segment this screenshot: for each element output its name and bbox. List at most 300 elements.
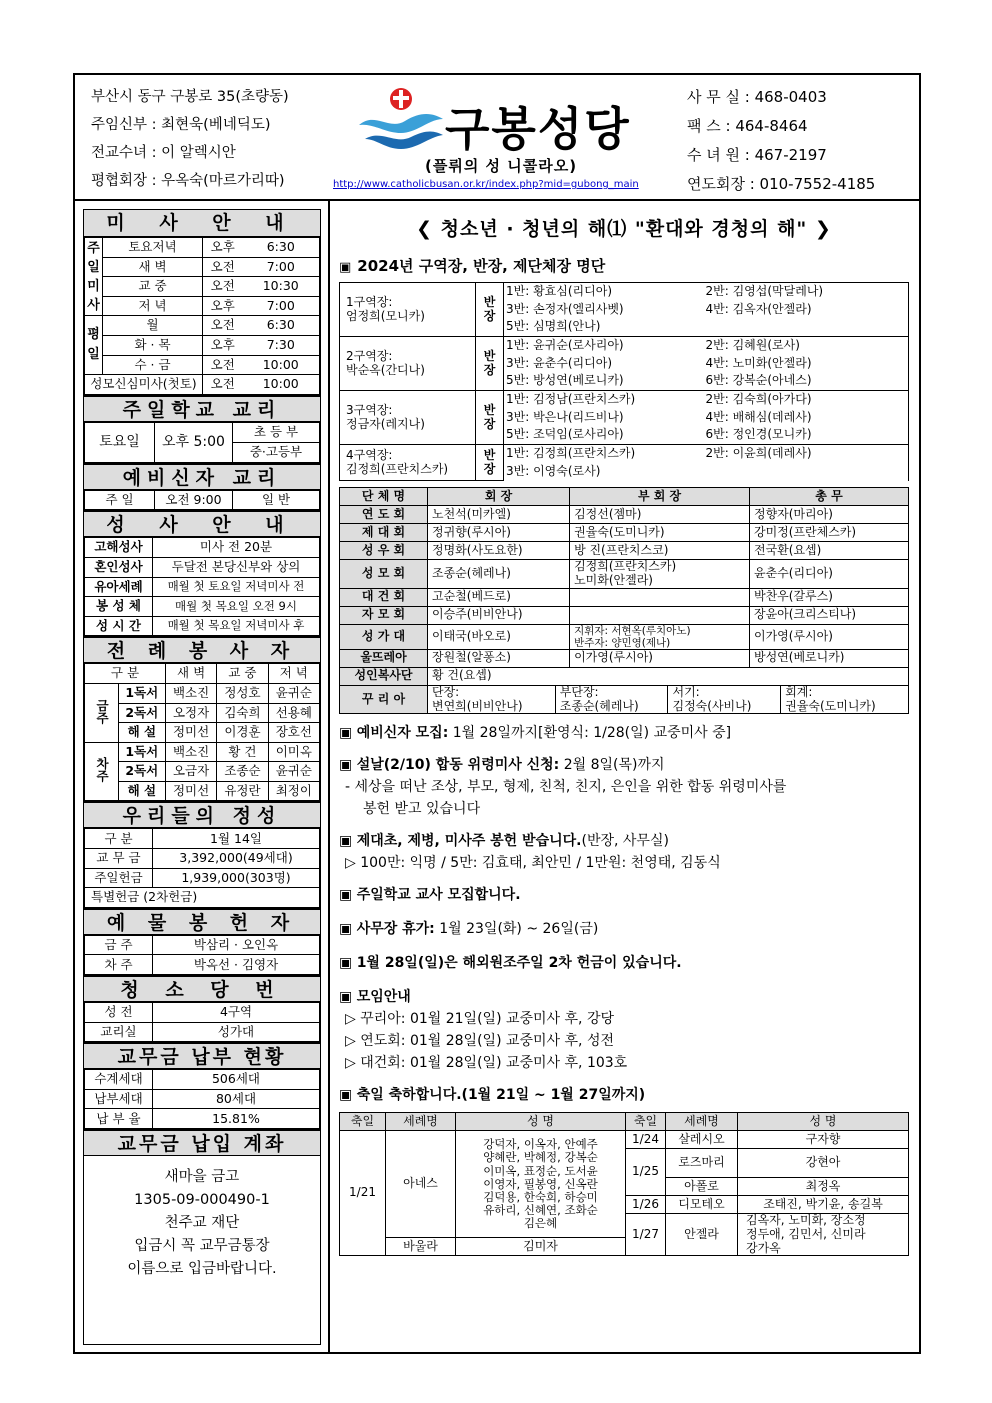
group-row [340,667,909,685]
groups-head: 부 회 장 [570,488,750,506]
kkuria-officer: 서기: 김정숙(사비나) [668,686,781,714]
group-officer: 황 건(요셉) [428,667,909,685]
offering-label: 주일헌금 [85,868,153,888]
groups-table [339,487,909,714]
feast-saint: 살레시오 [666,1131,738,1149]
school-group: 중·고등부 [233,442,320,462]
feast-names: 최정옥 [738,1178,909,1196]
mass-ampm: 오전 [203,257,243,277]
ban-leader: 2반: 김영섭(막달레나) [704,283,909,301]
group-row [340,506,909,524]
catechumen-day: 주 일 [85,490,155,510]
account-info [84,1156,320,1281]
ban-leader: 5반: 조덕임(로사리아) [506,427,624,442]
sunday-school-title: 주일학교 교리 [84,395,320,422]
groups-head-row [340,488,909,506]
sacrament-info: 두달전 본당신부와 상의 [153,557,320,577]
group-officer: 노천석(미카엘) [428,506,570,524]
mass-time: 10:00 [243,355,320,375]
server-name: 황 건 [217,742,268,762]
header-contacts [687,83,875,199]
district-leader: 4구역장: 김정희(프란치스카) [340,445,476,481]
this-week-text: 금주 [94,698,110,724]
group-officer: 장윤아(크리스티나) [749,606,908,624]
this-week-label [85,683,119,742]
account-title: 교무금 납입 계좌 [84,1129,320,1156]
ban-leader [704,463,909,481]
mass-name: 저 녁 [103,296,203,316]
ban-leader: 5반: 심명희(안나) [506,319,601,334]
dues-label: 납 부 율 [85,1109,153,1129]
parish-patron: (플뤼의 성 니콜라오) [425,157,578,175]
feast-saint: 아네스 [386,1131,456,1238]
group-name: 울뜨레아 [340,649,428,667]
donor-week: 금 주 [85,935,153,955]
mass-time: 10:00 [243,375,320,395]
server-name: 조종순 [217,762,268,782]
kkuria-table [428,686,908,714]
group-officer: 권율숙(도미니카) [570,524,750,542]
offering-table [84,828,320,907]
feast-head: 축일 [340,1113,386,1131]
server-role: 1독서 [118,683,165,703]
ban-leader: 2반: 김숙희(아가다) [704,391,909,409]
mass-name: 화 · 목 [103,335,203,355]
mass-name: 교 중 [103,277,203,297]
district-leader: 1구역장: 엄정희(모니카) [340,283,476,337]
news-detail: (반장, 사무실) [581,833,669,850]
server-name: 최정이 [268,781,319,801]
cleaning-table [84,1002,320,1042]
news-offering [339,830,909,852]
group-officer: 전국환(요셉) [749,542,908,560]
feast-saint: 아폴로 [666,1178,738,1196]
server-name: 오금자 [165,762,216,782]
mass-ampm: 오후 [203,335,243,355]
account-line: 천주교 재단 [164,1215,240,1231]
account-line: 새마을 금고 [164,1169,240,1185]
servers-head: 저 녁 [268,664,319,684]
server-name: 이경훈 [217,723,268,743]
ban-leader [704,319,909,337]
group-officer: 박찬우(갈루스) [749,588,908,606]
main-title: ❮ 청소년 · 청년의 해⑴ "환대와 경청의 해" ❯ [416,218,832,240]
sunday-school-table [84,422,320,463]
server-role: 2독서 [118,762,165,782]
feast-head: 성 명 [456,1113,626,1131]
ban-leader: 2반: 이윤희(데레사) [704,445,909,463]
weekday-mass-group: 평 일 [85,316,103,375]
group-officer: 조종순(헤레나) [428,560,570,589]
parish-url-link[interactable]: http://www.catholicbusan.or.kr/index.php?mid=gubong_main [333,179,639,190]
group-name: 성 우 회 [340,542,428,560]
server-role: 해 설 [118,781,165,801]
groups-head: 회 장 [428,488,570,506]
server-name: 정미선 [165,723,216,743]
ban-leader: 5반: 방성연(베로니카) [506,373,624,388]
ban-leader: 2반: 김혜원(로사) [704,337,909,355]
feast-names: 조태진, 박기윤, 송길복 [738,1196,909,1214]
mass-time: 10:30 [243,277,320,297]
column-divider [328,201,330,1352]
mass-table [84,237,320,395]
group-row [340,624,909,649]
news-title: 제대초, 제병, 미사주 봉헌 받습니다. [356,833,582,850]
mass-time: 7:00 [243,296,320,316]
header [75,75,919,201]
ban-leader: 1반: 윤귀순(로사리아) [504,337,704,355]
news-title: 주일학교 교사 모집합니다. [356,887,521,904]
ban-label: 반 장 [476,391,504,445]
ban-leader: 4반: 배해심(데레사) [704,409,909,427]
feast-date: 1/26 [626,1196,666,1214]
mass-time: 6:30 [243,316,320,336]
group-officer: 정명화(사도요한) [428,542,570,560]
meeting-item: ▷ 대건회: 01월 28일(일) 교중미사 후, 103호 [345,1055,628,1072]
ban-leader: 1반: 황효심(리디아) [504,283,704,301]
feast-saint: 바울라 [386,1238,456,1256]
news-detail: 봉헌 받고 있습니다 [363,801,481,818]
next-week-text: 차주 [94,757,110,783]
district-row [340,445,909,463]
group-row [340,524,909,542]
news-detail: 1월 23일(화) ~ 26일(금) [434,921,599,938]
group-name: 성인복사단 [340,667,428,685]
group-officer [570,606,750,624]
feast-saint: 로즈마리 [666,1149,738,1178]
convent-phone: 수 녀 원 : 467-2197 [687,146,827,164]
group-officer: 고순철(베드로) [428,588,570,606]
ban-label: 반 장 [476,337,504,391]
district-row [340,283,909,301]
servers-head: 구 분 [85,664,166,684]
catechumen-time: 오전 9:00 [155,490,233,510]
group-name: 연 도 회 [340,506,428,524]
parish-name: 구봉성당 [445,102,631,156]
sacrament-name: 고해성사 [85,538,153,558]
sacrament-name: 유아세례 [85,577,153,597]
group-officer: 강미정(프란체스카) [749,524,908,542]
offering-date: 1월 14일 [153,829,320,849]
cleaning-title: 청 소 당 번 [84,975,320,1002]
feast-names: 김미자 [456,1238,626,1256]
ban-leader: 3반: 윤춘수(리디아) [506,355,613,370]
pastor: 주임신부 : 최현욱(베네딕도) [91,117,271,133]
square-bullet-icon: ▣ [339,989,357,1006]
group-officer: 김정희(프란치스카) 노미화(안젤라) [570,560,750,589]
group-officer: 정귀향(루시아) [428,524,570,542]
feast-head: 성 명 [738,1113,909,1131]
news-memorial [339,754,909,776]
news-title: 모임안내 [356,989,411,1006]
news-title: 설날(2/10) 합동 위령미사 신청: [356,757,560,774]
ban-leader: 4반: 김옥자(안젤라) [704,301,909,319]
server-name: 백소진 [165,683,216,703]
district-leader: 3구역장: 정금자(레지나) [340,391,476,445]
server-name: 백소진 [165,742,216,762]
cleaning-group: 4구역 [153,1003,320,1023]
servers-head: 교 중 [217,664,268,684]
news-title: 사무장 휴가: [356,921,435,938]
group-officer: 이가영(루시아) [749,624,908,649]
parish-emblem-icon [355,87,447,157]
dues-label: 납부세대 [85,1089,153,1109]
server-name: 정미선 [165,781,216,801]
feast-date: 1/21 [340,1131,386,1256]
group-officer: 지휘자: 서현옥(루치아노) 반주자: 양민영(제나) [570,624,750,649]
feast-row [340,1131,909,1149]
news-detail: ▷ 100만: 익명 / 5만: 김효태, 최안민 / 1만원: 천영태, 김동식 [345,855,721,872]
mass-ampm: 오전 [203,375,243,395]
kkuria-officer: 회계: 권율숙(도미니카) [781,686,908,714]
donor-names: 박삼리 · 오인옥 [153,935,320,955]
kkuria-row [428,686,908,714]
cleaning-place: 교리실 [85,1022,153,1042]
group-officer: 정향자(마리아) [749,506,908,524]
ban-leader: 1반: 김정희(프란치스카) [504,445,704,463]
account-line: 이름으로 입금바랍니다. [127,1261,277,1277]
sacrament-name: 성 시 간 [85,616,153,636]
feast-saint: 디모테오 [666,1196,738,1214]
feast-names: 강덕자, 이옥자, 안예주 양혜란, 박혜정, 강복순 이미옥, 표정순, 도서윤 이영자, 필봉영, 신옥란 김덕용, 한숙희, 하승미 유하리, 신혜연, 조화순 김은혜 [456,1131,626,1238]
mass-name: 월 [103,316,203,336]
server-name: 유정란 [217,781,268,801]
special-offering: 특별헌금 (2차헌금) [85,888,320,908]
square-bullet-icon: ▣ [339,921,357,938]
square-bullet-icon: ▣ [339,725,357,742]
news-vacation [339,918,909,940]
news-detail: 2월 8일(목)까지 [559,757,665,774]
office-phone: 사 무 실 : 468-0403 [687,88,827,106]
server-name: 선용혜 [268,703,319,723]
group-row [340,588,909,606]
news-detail: 1월 28일까지[환영식: 1/28(일) 교중미사 중] [448,725,732,742]
sacrament-info: 매월 첫 목요일 저녁미사 후 [153,616,320,636]
meeting-item: ▷ 연도회: 01월 28일(일) 교중미사 후, 성전 [345,1033,614,1050]
square-bullet-icon: ▣ [339,833,357,850]
council: 평협회장 : 우옥숙(마르가리따) [91,173,285,189]
feast-names: 김옥자, 노미화, 장소정 정두애, 김민서, 신미라 강가옥 [738,1214,909,1256]
offering-head: 구 분 [85,829,153,849]
account-line: 입금시 꼭 교무금통장 [134,1238,270,1254]
district-leader: 2구역장: 박순옥(간디나) [340,337,476,391]
group-officer [570,588,750,606]
mass-ampm: 오후 [203,238,243,258]
feast-date: 1/25 [626,1149,666,1196]
groups-head: 총 무 [749,488,908,506]
news-feast [339,1084,909,1106]
feast-date: 1/24 [626,1131,666,1149]
dues-value: 15.81% [153,1109,320,1129]
mass-ampm: 오후 [203,296,243,316]
dues-title: 교무금 납부 현황 [84,1042,320,1069]
special-mass-name: 성모신심미사(첫토) [85,375,203,395]
ban-leader: 3반: 박은나(리드비나) [506,409,624,424]
next-week-label [85,742,119,801]
group-row [340,649,909,667]
server-name: 정성호 [217,683,268,703]
school-time: 오후 5:00 [155,422,233,462]
server-name: 오정자 [165,703,216,723]
news-title: 1월 28일(일)은 해외원조주일 2차 헌금이 있습니다. [356,955,682,972]
cleaning-place: 성 전 [85,1003,153,1023]
news-title: 예비신자 모집: [356,725,449,742]
sacrament-name: 혼인성사 [85,557,153,577]
ban-leader: 3반: 손정자(엘리사벳) [506,301,624,316]
mass-name: 수 · 금 [103,355,203,375]
group-row [340,685,909,714]
group-name: 제 대 회 [340,524,428,542]
feast-head-row [340,1113,909,1131]
mass-name: 토요저녁 [103,238,203,258]
dues-value: 506세대 [153,1070,320,1090]
sister: 전교수녀 : 이 알렉시안 [91,145,236,161]
server-name: 윤귀순 [268,683,319,703]
news-section [339,722,909,1106]
ban-label: 반 장 [476,283,504,337]
feast-head: 세례명 [666,1113,738,1131]
ban-label: 반 장 [476,445,504,481]
square-bullet-icon: ▣ [339,887,357,904]
sacraments-table [84,537,320,636]
parish-logo [333,87,675,197]
servers-title: 전 례 봉 사 자 [84,636,320,663]
group-row [340,606,909,624]
catechumen-title: 예비신자 교리 [84,463,320,490]
group-name: 꾸 리 아 [340,685,428,714]
group-officer: 이가영(루시아) [570,649,750,667]
group-row [340,542,909,560]
group-officer: 방성연(베로니카) [749,649,908,667]
group-officer: 윤춘수(리디아) [749,560,908,589]
offering-value: 3,392,000(49세대) [153,849,320,869]
meeting-item: ▷ 꾸리아: 01월 21일(일) 교중미사 후, 강당 [345,1011,614,1028]
server-role: 1독서 [118,742,165,762]
feast-names: 구자향 [738,1131,909,1149]
feast-saint: 안젤라 [666,1214,738,1256]
mass-time: 7:00 [243,257,320,277]
districts-title: 2024년 구역장, 반장, 제단체장 명단 [357,257,606,275]
ban-leader: 1반: 김정남(프란치스카) [504,391,704,409]
group-officer: 방 진(프란치스코) [570,542,750,560]
ban-leader: 6반: 정인경(모니카) [704,427,909,445]
feast-date: 1/27 [626,1214,666,1256]
sacraments-title: 성 사 안 내 [84,510,320,537]
sacrament-info: 미사 전 20분 [153,538,320,558]
ban-leader: 4반: 노미화(안젤라) [704,355,909,373]
sacrament-name: 봉 성 체 [85,597,153,617]
donor-names: 박옥선 · 김영자 [153,955,320,975]
news-teachers [339,884,909,906]
address: 부산시 동구 구봉로 35(초량동) [91,89,289,105]
server-name: 김숙희 [217,703,268,723]
account-number: 1305-09-000490-1 [134,1192,270,1208]
school-group: 초 등 부 [233,422,320,442]
feast-head: 축일 [626,1113,666,1131]
server-name: 장호선 [268,723,319,743]
mass-time: 7:30 [243,335,320,355]
group-officer: 이태국(바오로) [428,624,570,649]
mass-ampm: 오전 [203,277,243,297]
ban-leader: 6반: 강복순(아네스) [704,373,909,391]
ban-leader: 3반: 이영숙(로사) [506,463,601,478]
servers-table [84,663,320,801]
group-name: 성 모 회 [340,560,428,589]
news-detail: - 세상을 떠난 조상, 부모, 형제, 친척, 친지, 은인을 위한 합동 위령미사를 [345,779,787,796]
mass-ampm: 오전 [203,316,243,336]
square-bullet-icon: ▣ [339,955,357,972]
dues-table [84,1069,320,1129]
donor-week: 차 주 [85,955,153,975]
group-officer: 이승주(비비안나) [428,606,570,624]
league-phone: 연도회장 : 010-7552-4185 [687,175,876,193]
servers-head: 새 벽 [165,664,216,684]
right-column [339,209,909,1256]
offering-title: 우리들의 정성 [84,801,320,828]
mass-time: 6:30 [243,238,320,258]
donors-title: 예 물 봉 헌 자 [84,908,320,935]
dues-value: 80세대 [153,1089,320,1109]
bulletin-frame [73,73,921,1354]
news-catechumen [339,722,909,744]
kkuria-officer: 부단장: 조종순(헤레나) [555,686,668,714]
group-name: 대 건 회 [340,588,428,606]
offering-label: 교 무 금 [85,849,153,869]
offering-value: 1,939,000(303명) [153,868,320,888]
sunday-mass-group: 주 일 미 사 [85,238,103,316]
groups-head: 단 체 명 [340,488,428,506]
server-name: 이미옥 [268,742,319,762]
group-officer: 김정선(젬마) [570,506,750,524]
catechumen-type: 일 반 [233,490,320,510]
mass-name: 새 벽 [103,257,203,277]
dues-label: 수계세대 [85,1070,153,1090]
kkuria-officers [428,685,909,714]
sacrament-info: 매월 첫 토요일 저녁미사 전 [153,577,320,597]
district-row [340,391,909,409]
square-bullet-icon: ▣ [339,260,352,275]
districts-table [339,282,909,481]
square-bullet-icon: ▣ [339,1087,357,1104]
kkuria-officer: 단장: 변연희(비비안나) [428,686,555,714]
group-row [340,560,909,589]
news-meetings [339,986,909,1008]
square-bullet-icon: ▣ [339,757,357,774]
district-row [340,337,909,355]
mass-ampm: 오전 [203,355,243,375]
left-column [83,209,321,1345]
header-left-info [91,83,289,195]
server-role: 해 설 [118,723,165,743]
news-overseas [339,952,909,974]
mass-title: 미 사 안 내 [84,210,320,237]
server-role: 2독서 [118,703,165,723]
feast-table [339,1112,909,1256]
group-name: 자 모 회 [340,606,428,624]
feast-head: 세례명 [386,1113,456,1131]
fax-number: 팩 스 : 464-8464 [687,117,808,135]
cleaning-group: 성가대 [153,1022,320,1042]
group-name: 성 가 대 [340,624,428,649]
catechumen-table [84,490,320,511]
feast-names: 강현아 [738,1149,909,1178]
server-name: 윤귀순 [268,762,319,782]
donors-table [84,935,320,975]
group-officer: 장원철(알퐁소) [428,649,570,667]
districts-heading [339,255,909,276]
sacrament-info: 매월 첫 목요일 오전 9시 [153,597,320,617]
news-title: 축일 축하합니다.(1월 21일 ~ 1월 27일까지) [356,1087,646,1104]
